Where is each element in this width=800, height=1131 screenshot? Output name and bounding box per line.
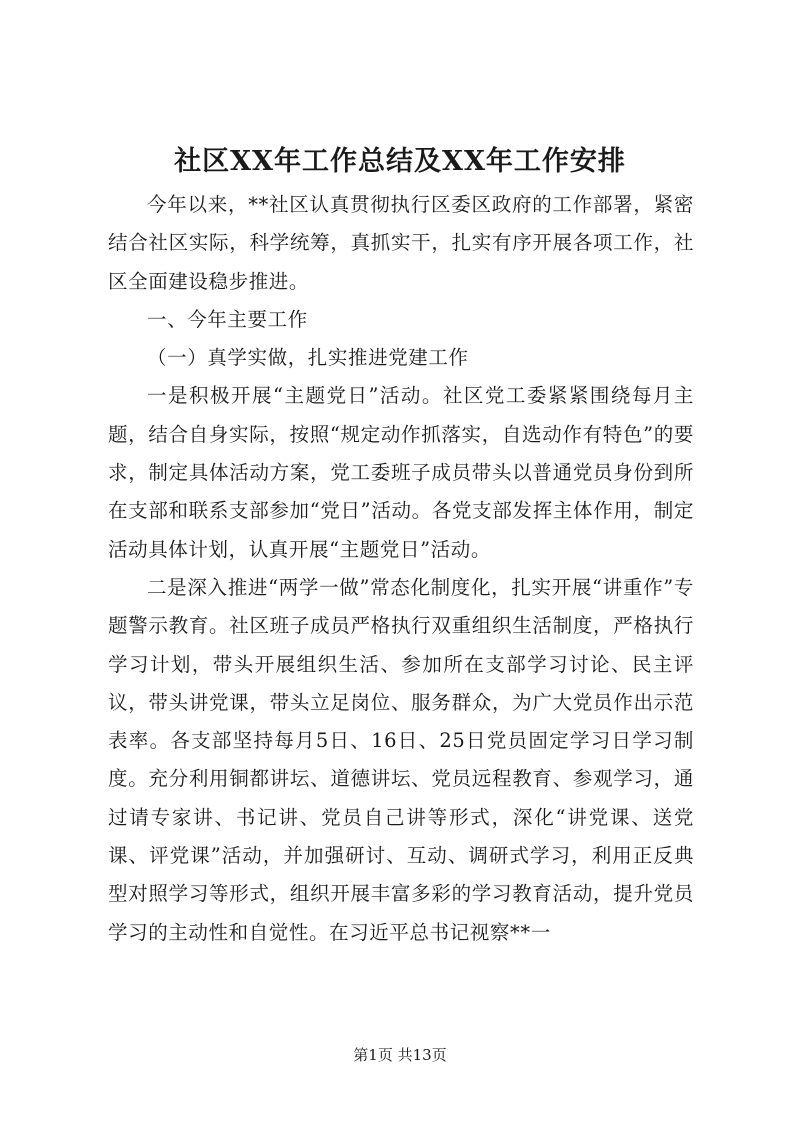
document-title: 社区XX年工作总结及XX年工作安排 [174, 146, 626, 177]
document-body [108, 186, 694, 952]
paragraph-intro: 今年以来，**社区认真贯彻执行区委区政府的工作部署，紧密结合社区实际，科学统筹，真抓实干，扎实有序开展各项工作，社区全面建设稳步推进。 [108, 193, 694, 293]
section-heading: 一、今年主要工作 [147, 307, 308, 331]
page-number-footer: 第1页 共13页 [353, 1046, 447, 1064]
paragraph-item-2: 二是深入推进“两学一做”常态化制度化，扎实开展“讲重作”专题警示教育。社区班子成员严格执行双重组织生活制度，严格执行学习计划，带头开展组织生活、参加所在支部学习讨论、民主评议，带头讲党课，带头立足岗位、服务群众，为广大党员作出示范表率。各支部坚持每月5日、16日、25日党员固定学习日学习制度。充分利用铜都讲坛、道德讲坛、党员远程教育、参观学习，通过请专家讲、书记讲、党员自己讲等形式，深化“讲党课、送党课、评党课”活动，并加强研讨、互动、调研式学习，利用正反典型对照学习等形式，组织开展丰富多彩的学习教育活动，提升党员学习的主动性和自觉性。在习近平总书记视察**一 [108, 575, 694, 944]
paragraph-item-1: 一是积极开展“主题党日”活动。社区党工委紧紧围绕每月主题，结合自身实际，按照“规定动作抓落实，自选动作有特色”的要求，制定具体活动方案，党工委班子成员带头以普通党员身份到所在支部和联系支部参加“党日”活动。各党支部发挥主体作用，制定活动具体计划，认真开展“主题党日”活动。 [108, 384, 694, 561]
subsection-heading: （一）真学实做，扎实推进党建工作 [147, 346, 469, 370]
